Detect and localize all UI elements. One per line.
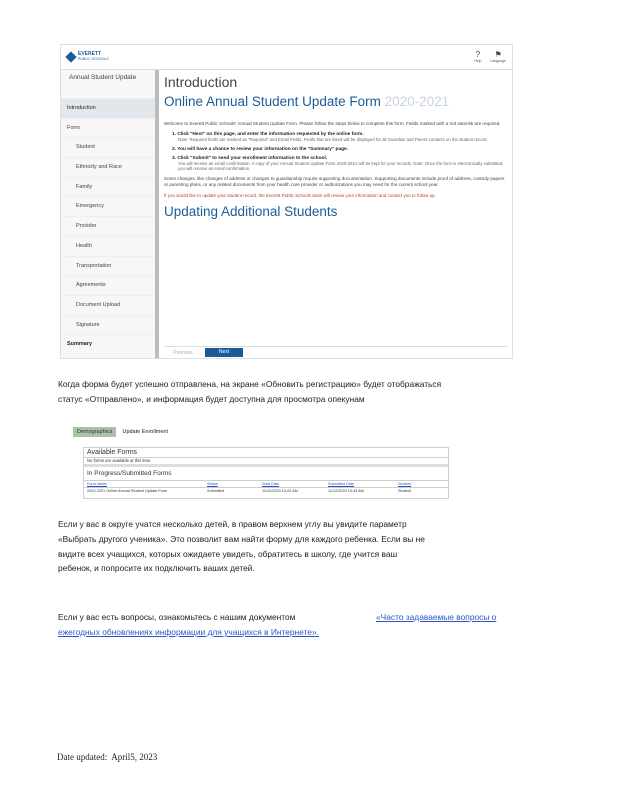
form-content — [164, 70, 508, 358]
sidebar-item-provider[interactable]: Provider — [61, 216, 155, 236]
sidebar-item-ethnicity[interactable]: Ethnicity and Race — [61, 157, 155, 177]
step-1-note: Note: Required fields are marked as "Required" and Email Fields. Fields that are listed will be displayed for all Guardian and Parent contacts on the student record. — [178, 137, 488, 142]
sidebar-item-transportation[interactable]: Transportation — [61, 256, 155, 276]
in-progress-heading: In Progress/Submitted Forms — [84, 467, 448, 481]
para3-line1: Если у вас есть вопросы, ознакомьтесь с нашим документом — [58, 612, 296, 622]
tab-demographics[interactable]: Demographics — [73, 427, 116, 437]
col-submitted-date[interactable]: Submitted Date — [328, 482, 355, 486]
step-1: 1. Click "Next" on this page, and enter the information requested by the online form. — [172, 132, 364, 137]
sidebar-item-document-upload[interactable]: Document Upload — [61, 295, 155, 315]
form-title-text: Online Annual Student Update Form — [164, 94, 381, 109]
sidebar-item-signature[interactable]: Signature — [61, 315, 155, 335]
logo-mark-icon — [65, 51, 76, 62]
form-nav — [164, 346, 508, 358]
red-note: If you would like to update your student record, the Everett Public Schools team will review your information and contact you to follow up. — [164, 192, 436, 198]
faq-link-part1[interactable]: «Часто задаваемые вопросы о — [376, 612, 497, 622]
step-3: 3. Click "Submit" to send your enrollment information to the school. — [172, 155, 328, 161]
para2-line4: ребенок, и попросите их подключить ваших детей. — [58, 563, 255, 573]
welcome-text: Welcome to Everett Public Schools' Annual Student Update Form. Please follow the steps below to complete this form. Fields marked with a red asterisk are required. — [164, 121, 501, 126]
sidebar-title: Annual Student Update — [69, 74, 137, 81]
cell-form-name: 2020-2021 Online Annual Student Update Form — [87, 489, 168, 493]
para1-line2: статус «Отправлено», и информация будет доступна для просмотра опекунам — [58, 394, 365, 404]
changes-text: Some changes, like changes of address or changes to guardianship require supporting documentation. Supporting documents include proof of address, custody papers or parenting plans, or any related documents from your health care provider or authorizations you may need for the current school year. — [164, 175, 505, 187]
sidebar-item-agreements[interactable]: Agreements — [61, 275, 155, 295]
top-bar — [61, 45, 512, 70]
form-screenshot — [60, 44, 513, 359]
district-logo — [67, 52, 109, 62]
forms-panel — [83, 447, 449, 499]
col-start-date[interactable]: Start Date — [262, 482, 280, 486]
language-icon: ⚑ — [494, 50, 502, 59]
para2-line1: Если у вас в округе учатся несколько детей, в правом верхнем углу вы увидите параметр — [58, 519, 407, 529]
sidebar-item-health[interactable]: Health — [61, 236, 155, 256]
sidebar-item-family[interactable]: Family — [61, 177, 155, 197]
form-title — [164, 94, 508, 109]
para2-line2: «Выбрать другого ученика». Это позволит вам найти форму для каждого ребенка. Если вы не — [58, 534, 425, 544]
sidebar — [61, 70, 156, 358]
cell-student: Student — [398, 489, 412, 493]
col-form-name[interactable]: Form Name — [87, 482, 108, 486]
date-label: Date updated: — [57, 752, 108, 762]
language-label: Language — [490, 59, 506, 63]
previous-button[interactable]: Previous — [173, 349, 193, 356]
para1-line1: Когда форма будет успешно отправлена, на экране «Обновить регистрацию» будет отображаться — [58, 379, 442, 389]
col-student[interactable]: Student — [398, 482, 412, 486]
help-label: Help — [474, 59, 482, 63]
cell-status: Submitted — [207, 489, 225, 493]
additional-students-heading: Updating Additional Students — [164, 203, 338, 219]
para2-line3: видите всех учащихся, которых ожидаете увидеть, обратитесь в школу, где учится ваш — [58, 549, 398, 559]
sidebar-item-student[interactable]: Student — [61, 137, 155, 157]
help-button[interactable] — [474, 51, 481, 63]
logo-sub: PUBLIC SCHOOLS — [78, 57, 109, 61]
help-icon: ? — [475, 50, 481, 59]
available-forms-heading: Available Forms — [84, 448, 448, 458]
sidebar-scrollbar[interactable] — [155, 70, 159, 358]
table-header — [84, 481, 448, 488]
sidebar-item-summary[interactable]: Summary — [61, 334, 155, 354]
logo-name: EVERETT — [78, 51, 102, 57]
sidebar-item-emergency[interactable]: Emergency — [61, 196, 155, 216]
form-year: 2020-2021 — [384, 94, 450, 109]
date-updated — [57, 752, 157, 762]
table-row[interactable] — [84, 488, 448, 494]
no-forms-text: No forms are available at this time. — [84, 458, 448, 467]
step-2: 2. You will have a chance to review your information on the "Summary" page. — [172, 146, 349, 152]
faq-link-part2[interactable]: ежегодных обновлениях информации для учащихся в Интернете». — [58, 627, 319, 637]
sidebar-item-introduction[interactable]: Introduction — [61, 98, 155, 118]
step-3-note: You will receive an email confirmation. A copy of your Annual Student Update Form 2020-2021 will be kept for your records. Note: Once the form is electronically submitted, you will receive an email confirmation. — [178, 160, 504, 171]
cell-submitted-date: 11/12/2020 10:43 AM — [328, 489, 364, 493]
cell-start-date: 11/12/2020 10:22 AM — [262, 489, 298, 493]
tab-update-enrollment[interactable]: Update Enrollment — [122, 429, 169, 435]
enrollment-screenshot — [73, 425, 447, 505]
sidebar-item-form[interactable]: Form — [61, 118, 155, 138]
language-button[interactable] — [490, 51, 506, 63]
col-status[interactable]: Status — [207, 482, 218, 486]
next-button[interactable]: Next — [205, 348, 243, 357]
intro-heading: Introduction — [164, 74, 238, 90]
date-value: April5, 2023 — [111, 752, 158, 762]
